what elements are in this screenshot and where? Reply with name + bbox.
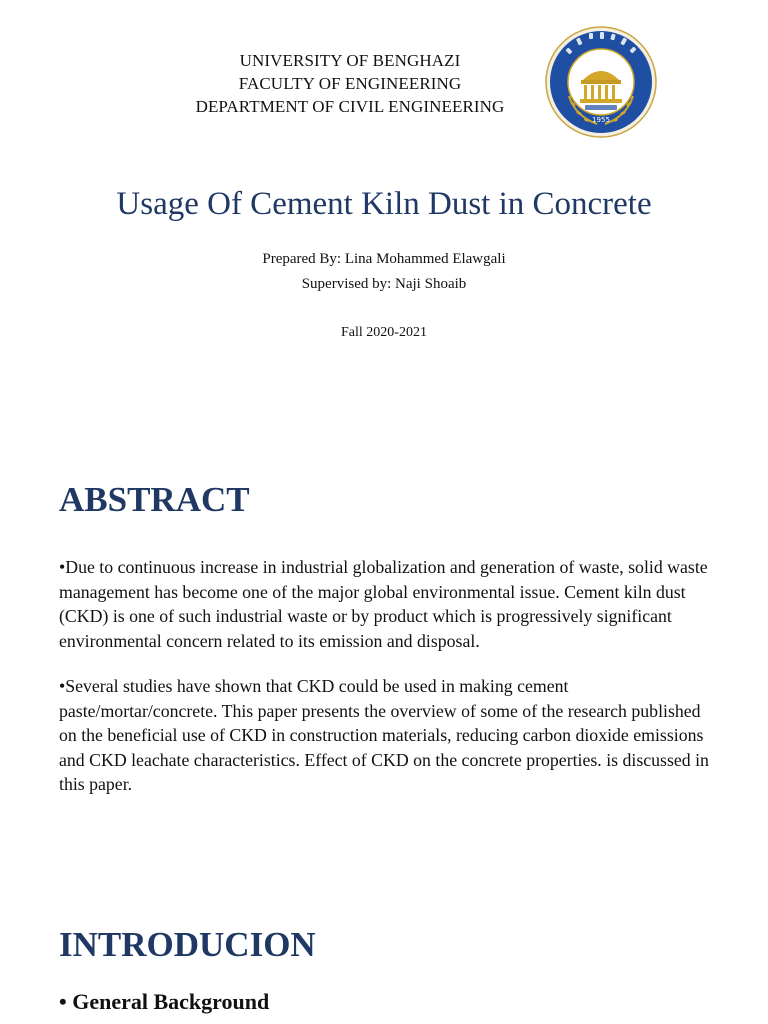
- seal-year: 1955: [592, 116, 610, 124]
- abstract-paragraph-1: •Due to continuous increase in industrial globalization and generation of waste, solid waste management has become one of the major global environmental issue. Cement kiln dust (CKD) is one of such industrial waste or by product which is progressively significant environmental concern related to its emission and disposal.: [59, 557, 708, 651]
- abstract-paragraph-2: •Several studies have shown that CKD could be used in making cement paste/mortar/concrete. This paper presents the overview of some of the research published on the beneficial use of CKD in construction materials, reducing carbon dioxide emissions and CKD leachate characteristics. Effect of CKD on the concrete properties. is discussed in this paper.: [59, 676, 709, 795]
- general-background-item: • General Background: [59, 989, 270, 1014]
- faculty-name: FACULTY OF ENGINEERING: [238, 74, 462, 93]
- introduction-heading: INTRODUCION: [59, 925, 316, 964]
- university-name: UNIVERSITY OF BENGHAZI: [239, 51, 461, 70]
- abstract-heading: ABSTRACT: [59, 480, 250, 519]
- academic-term: Fall 2020-2021: [341, 325, 427, 340]
- institution-header: [150, 49, 550, 118]
- document-title: Usage Of Cement Kiln Dust in Concrete: [116, 186, 652, 222]
- prepared-by: Prepared By: Lina Mohammed Elawgali: [262, 251, 506, 267]
- supervised-by: Supervised by: Naji Shoaib: [301, 276, 467, 292]
- department-name: DEPARTMENT OF CIVIL ENGINEERING: [195, 97, 505, 116]
- university-seal-logo: [545, 26, 657, 138]
